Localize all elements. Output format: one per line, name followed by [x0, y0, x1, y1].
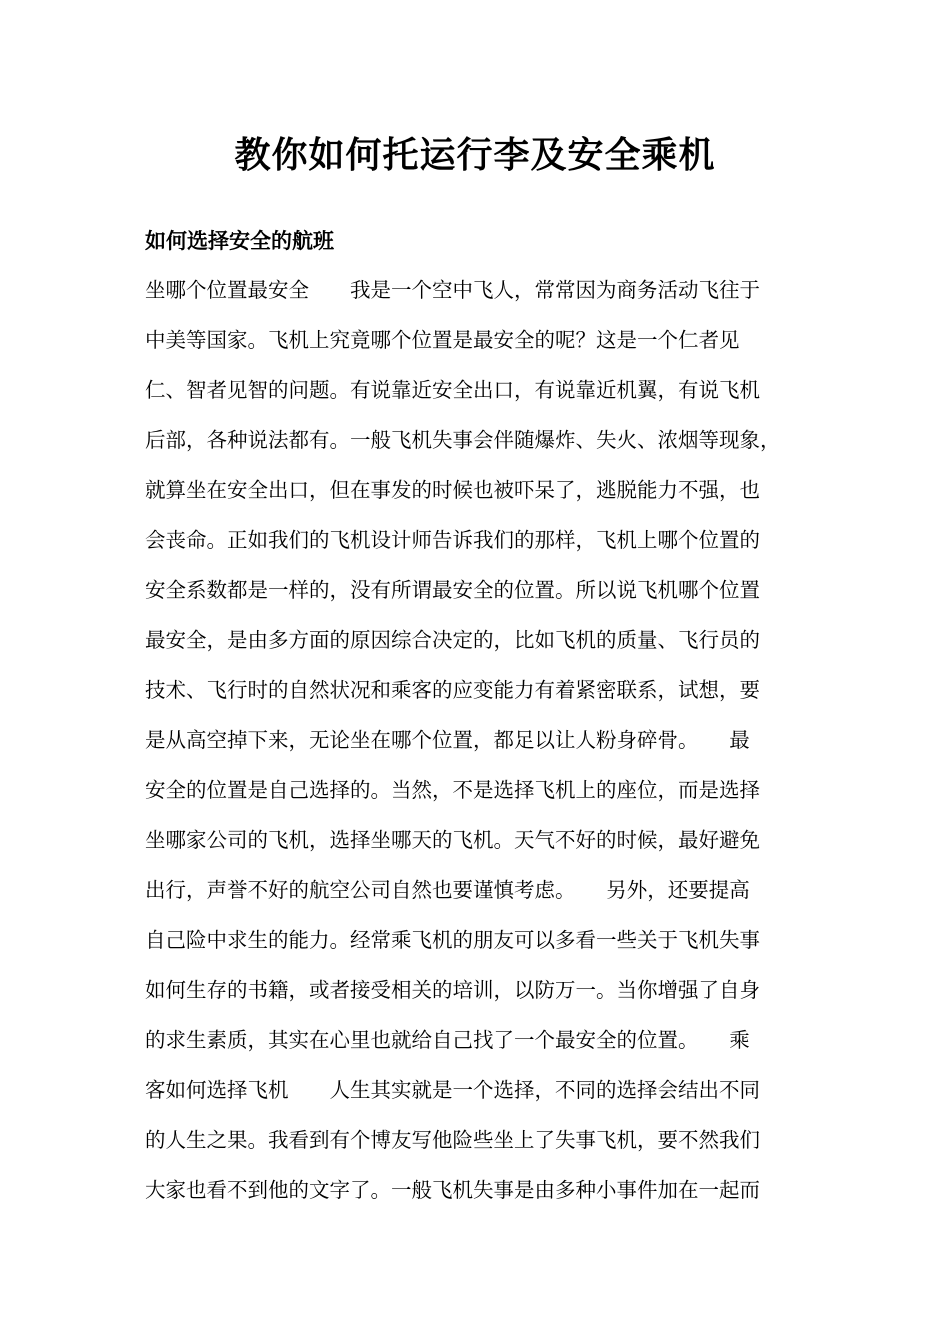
- body-line: 大家也看不到他的文字了。一般飞机失事是由多种小事件加在一起而: [145, 1178, 760, 1202]
- body-line: 的求生素质，其实在心里也就给自己找了一个最安全的位置。 乘: [145, 1028, 750, 1052]
- body-line: 的人生之果。我看到有个博友写他险些坐上了失事飞机，要不然我们: [145, 1128, 760, 1152]
- body-line: 安全的位置是自己选择的。当然，不是选择飞机上的座位，而是选择: [145, 778, 760, 802]
- body-line: 会丧命。正如我们的飞机设计师告诉我们的那样，飞机上哪个位置的: [145, 528, 760, 552]
- body-line: 最安全，是由多方面的原因综合决定的，比如飞机的质量、飞行员的: [145, 628, 760, 652]
- body-line: 是从高空掉下来，无论坐在哪个位置，都足以让人粉身碎骨。 最: [145, 728, 750, 752]
- body-line: 坐哪个位置最安全 我是一个空中飞人，常常因为商务活动飞往于: [145, 278, 760, 302]
- body-line: 自己险中求生的能力。经常乘飞机的朋友可以多看一些关于飞机失事: [145, 928, 760, 952]
- body-line: 安全系数都是一样的，没有所谓最安全的位置。所以说飞机哪个位置: [145, 578, 760, 602]
- body-line: 后部，各种说法都有。一般飞机失事会伴随爆炸、失火、浓烟等现象，: [145, 428, 781, 452]
- body-line: 如何生存的书籍，或者接受相关的培训，以防万一。当你增强了自身: [145, 978, 760, 1002]
- document-title: 教你如何托运行李及安全乘机: [234, 135, 716, 176]
- body-line: 出行，声誉不好的航空公司自然也要谨慎考虑。 另外，还要提高: [145, 878, 750, 902]
- section-heading: 如何选择安全的航班: [145, 229, 334, 253]
- body-text: [145, 270, 811, 1220]
- body-line: 中美等国家。飞机上究竟哪个位置是最安全的呢？这是一个仁者见: [145, 328, 740, 352]
- body-line: 坐哪家公司的飞机，选择坐哪天的飞机。天气不好的时候，最好避免: [145, 828, 760, 852]
- body-line: 客如何选择飞机 人生其实就是一个选择，不同的选择会结出不同: [145, 1078, 760, 1102]
- body-line: 就算坐在安全出口，但在事发的时候也被吓呆了，逃脱能力不强，也: [145, 478, 760, 502]
- body-line: 仁、智者见智的问题。有说靠近安全出口，有说靠近机翼，有说飞机: [145, 378, 760, 402]
- body-line: 技术、飞行时的自然状况和乘客的应变能力有着紧密联系，试想，要: [145, 678, 760, 702]
